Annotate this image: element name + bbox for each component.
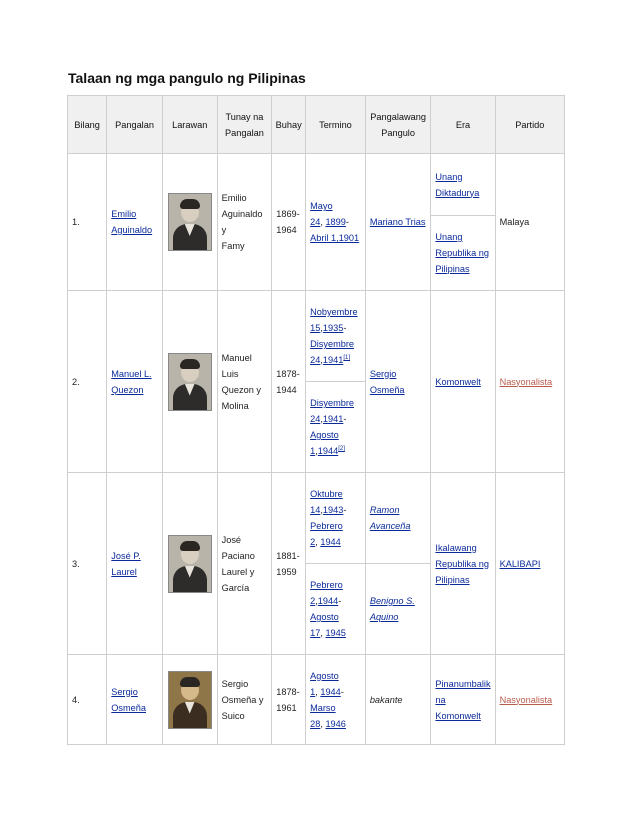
cell-pangalawang bbox=[365, 154, 431, 291]
cell-pangalan bbox=[107, 154, 163, 291]
cell-era bbox=[431, 216, 495, 291]
link-mariano-trias[interactable]: Mariano Trias bbox=[369, 217, 426, 227]
cell-pangalawang bbox=[365, 291, 431, 473]
link-disyembre[interactable]: Disyembre bbox=[310, 398, 354, 408]
portrait-osmena-icon[interactable] bbox=[168, 671, 212, 729]
cell-bilang: 2. bbox=[68, 291, 107, 473]
link-1944[interactable]: 1944 bbox=[320, 686, 341, 697]
link-laurel[interactable]: José P. Laurel bbox=[111, 550, 141, 577]
cell-partido bbox=[495, 655, 564, 745]
header-pangalawang-line-1: Pangalawang bbox=[370, 111, 426, 122]
cell-buhay: 1878- 1944 bbox=[272, 291, 306, 473]
link-24[interactable]: 24 bbox=[310, 217, 321, 227]
link-14[interactable]: 14 bbox=[310, 505, 321, 515]
portrait-laurel-icon[interactable] bbox=[168, 535, 212, 593]
link-mayo[interactable]: Mayo bbox=[310, 201, 333, 211]
link-1[interactable]: 1 bbox=[310, 686, 316, 697]
cell-bilang: 3. bbox=[68, 473, 107, 655]
header-pangalan: Pangalan bbox=[107, 96, 163, 154]
cell-pangalan bbox=[107, 291, 163, 473]
cell-pangalawang bbox=[365, 564, 431, 655]
footnote-ref[interactable]: [2] bbox=[338, 445, 345, 452]
link-unang-diktadurya[interactable]: Unang Diktadurya bbox=[435, 171, 480, 198]
cell-larawan bbox=[162, 473, 217, 655]
cell-partido: Malaya bbox=[495, 154, 564, 291]
link-benigno-aquino[interactable]: Benigno S. Aquino bbox=[369, 596, 415, 622]
cell-larawan bbox=[162, 154, 217, 291]
portrait-quezon-icon[interactable] bbox=[168, 353, 212, 411]
link-osmena[interactable]: Sergio Osmeña bbox=[111, 686, 146, 713]
cell-termino: Pebrero 2,1944- Agosto 17, 1945 bbox=[306, 564, 366, 655]
header-pangalawang-line-2: Pangulo bbox=[381, 127, 415, 138]
link-aguinaldo[interactable]: Emilio Aguinaldo bbox=[111, 209, 153, 235]
link-2[interactable]: 2 bbox=[310, 537, 316, 547]
cell-pangalawang bbox=[365, 655, 431, 745]
header-tunay-na-pangalan bbox=[217, 96, 272, 154]
link-agosto[interactable]: Agosto bbox=[310, 430, 339, 440]
cell-partido bbox=[495, 473, 564, 655]
header-buhay: Buhay bbox=[272, 96, 306, 154]
cell-buhay: 1881- 1959 bbox=[272, 473, 306, 655]
link-1[interactable]: 1 bbox=[310, 446, 316, 456]
cell-era bbox=[431, 473, 495, 655]
presidents-table bbox=[67, 95, 565, 745]
link-pinanumbalik-komonwelt[interactable]: Pinanumbalik na Komonwelt bbox=[435, 678, 491, 721]
header-pangalawang-pangulo bbox=[365, 96, 431, 154]
cell-pangalan bbox=[107, 655, 163, 745]
header-row bbox=[68, 96, 565, 154]
portrait-aguinaldo-icon[interactable] bbox=[168, 193, 212, 251]
link-nasyonalista[interactable]: Nasyonalista bbox=[499, 376, 553, 387]
link-osmena[interactable]: Sergio Osmeña bbox=[369, 368, 405, 395]
header-tunay-line-2: Pangalan bbox=[225, 127, 264, 138]
link-1944[interactable]: 1944 bbox=[317, 596, 339, 606]
page-title: Talaan ng mga pangulo ng Pilipinas bbox=[68, 70, 306, 86]
cell-termino: Oktubre 14,1943- Pebrero 2, 1944 bbox=[306, 473, 366, 564]
link-28[interactable]: 28 bbox=[310, 718, 321, 729]
cell-termino: Agosto 1, 1944- Marso 28, 1946 bbox=[306, 655, 366, 745]
link-komonwelt[interactable]: Komonwelt bbox=[435, 376, 481, 387]
link-1941[interactable]: 1941 bbox=[322, 414, 344, 424]
cell-pangalan bbox=[107, 473, 163, 655]
header-era: Era bbox=[431, 96, 495, 154]
link-1945[interactable]: 1945 bbox=[325, 628, 346, 638]
link-1941[interactable]: 1941 bbox=[322, 355, 344, 365]
link-quezon[interactable]: Manuel L. Quezon bbox=[111, 368, 152, 395]
cell-larawan bbox=[162, 291, 217, 473]
table-row bbox=[68, 154, 565, 216]
cell-bilang: 4. bbox=[68, 655, 107, 745]
cell-tunay-na-pangalan: Sergio Osmeña y Suico bbox=[217, 655, 272, 745]
cell-buhay: 1869- 1964 bbox=[272, 154, 306, 291]
cell-era bbox=[431, 154, 495, 216]
link-kalibapi[interactable]: KALIBAPI bbox=[499, 558, 541, 569]
link-2[interactable]: 2 bbox=[310, 596, 316, 606]
link-abril-1901[interactable]: Abril 1,1901 bbox=[310, 233, 360, 243]
link-17[interactable]: 17 bbox=[310, 628, 321, 638]
cell-larawan bbox=[162, 655, 217, 745]
link-24[interactable]: 24 bbox=[310, 355, 321, 365]
link-agosto[interactable]: Agosto bbox=[310, 670, 339, 681]
table-row bbox=[68, 291, 565, 382]
header-tunay-line-1: Tunay na bbox=[225, 111, 264, 122]
link-disyembre[interactable]: Disyembre bbox=[310, 339, 354, 349]
header-larawan: Larawan bbox=[162, 96, 217, 154]
table-row bbox=[68, 655, 565, 745]
cell-tunay-na-pangalan: José Paciano Laurel y García bbox=[217, 473, 272, 655]
link-1935[interactable]: 1935 bbox=[322, 323, 344, 333]
link-unang-republika[interactable]: Unang Republika ng Pilipinas bbox=[435, 232, 490, 274]
link-24[interactable]: 24 bbox=[310, 414, 321, 424]
header-bilang: Bilang bbox=[68, 96, 107, 154]
text-bakante: bakante bbox=[369, 694, 403, 705]
cell-tunay-na-pangalan: Manuel Luis Quezon y Molina bbox=[217, 291, 272, 473]
cell-pangalawang bbox=[365, 473, 431, 564]
cell-partido bbox=[495, 291, 564, 473]
link-ikalawang-republika[interactable]: Ikalawang Republika ng Pilipinas bbox=[435, 542, 490, 585]
cell-buhay: 1878- 1961 bbox=[272, 655, 306, 745]
cell-termino: Nobyembre 15,1935- Disyembre 24,1941[1] bbox=[306, 291, 366, 382]
link-ramon-avancena[interactable]: Ramon Avanceña bbox=[369, 505, 411, 531]
link-nasyonalista[interactable]: Nasyonalista bbox=[499, 694, 553, 705]
link-15[interactable]: 15 bbox=[310, 323, 321, 333]
link-marso[interactable]: Marso bbox=[310, 702, 336, 713]
cell-termino: Disyembre 24,1941- Agosto 1,1944[2] bbox=[306, 382, 366, 473]
header-termino: Termino bbox=[306, 96, 366, 154]
cell-tunay-na-pangalan: Emilio Aguinaldo y Famy bbox=[217, 154, 272, 291]
link-1946[interactable]: 1946 bbox=[325, 718, 346, 729]
cell-era bbox=[431, 291, 495, 473]
cell-termino: Mayo 24, 1899- Abril 1,1901 bbox=[306, 154, 366, 291]
link-nobyembre[interactable]: Nobyembre bbox=[310, 307, 358, 317]
link-1944[interactable]: 1944 bbox=[317, 446, 339, 456]
footnote-ref[interactable]: [1] bbox=[343, 354, 351, 361]
link-agosto[interactable]: Agosto bbox=[310, 612, 339, 622]
link-1899[interactable]: 1899 bbox=[325, 217, 346, 227]
cell-era bbox=[431, 655, 495, 745]
link-oktubre[interactable]: Oktubre bbox=[310, 489, 343, 499]
table-row bbox=[68, 473, 565, 564]
link-1944[interactable]: 1944 bbox=[320, 537, 341, 547]
link-1943[interactable]: 1943 bbox=[322, 505, 344, 515]
link-pebrero[interactable]: Pebrero bbox=[310, 521, 343, 531]
link-pebrero[interactable]: Pebrero bbox=[310, 580, 343, 590]
cell-bilang: 1. bbox=[68, 154, 107, 291]
header-partido: Partido bbox=[495, 96, 564, 154]
